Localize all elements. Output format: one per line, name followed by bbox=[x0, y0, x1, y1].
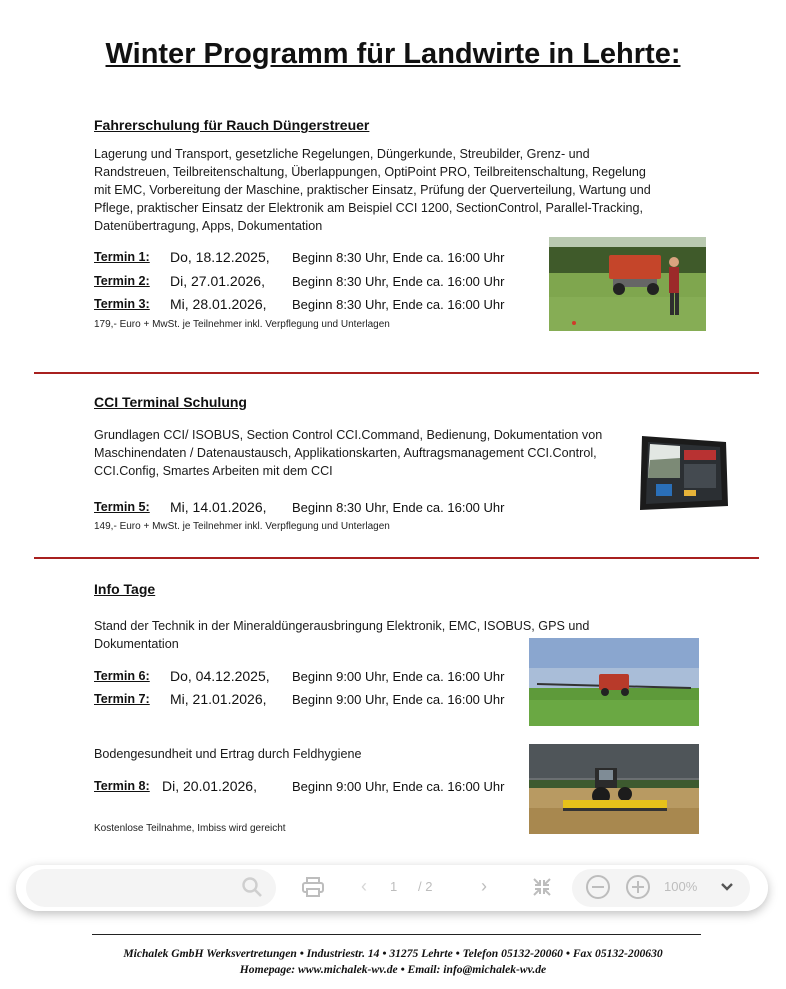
description-line: Randstreuen, Teilbreitenschaltung, Überlappungen, OptiPoint PRO, Teilbreitenschaltung, Regelung bbox=[94, 165, 646, 179]
fit-page-icon[interactable] bbox=[530, 876, 554, 900]
zoom-out-icon[interactable] bbox=[584, 874, 612, 902]
termin-time: Beginn 8:30 Uhr, Ende ca. 16:00 Uhr bbox=[292, 500, 505, 515]
description-line: Pflege, praktischer Einsatz der Elektronik am Beispiel CCI 1200, SectionControl, Parallel-Tracking, bbox=[94, 201, 644, 215]
print-icon[interactable] bbox=[299, 876, 327, 900]
section-description-info-tage bbox=[94, 617, 589, 653]
sprayer-field-photo bbox=[529, 638, 699, 726]
termin-date: Do, 18.12.2025, bbox=[170, 249, 270, 265]
termin-time: Beginn 8:30 Uhr, Ende ca. 16:00 Uhr bbox=[292, 274, 505, 289]
section-divider bbox=[34, 372, 759, 374]
chevron-down-icon[interactable] bbox=[716, 878, 738, 898]
section-description-cci-terminal bbox=[94, 426, 602, 480]
termin-time: Beginn 9:00 Uhr, Ende ca. 16:00 Uhr bbox=[292, 779, 505, 794]
section-divider bbox=[34, 557, 759, 559]
termin-date: Mi, 14.01.2026, bbox=[170, 499, 267, 515]
termin-label: Termin 7: bbox=[94, 692, 150, 706]
description-line: Lagerung und Transport, gesetzliche Regelungen, Düngerkunde, Streubilder, Grenz- und bbox=[94, 147, 590, 161]
search-icon[interactable] bbox=[238, 875, 266, 901]
sub-topic: Bodengesundheit und Ertrag durch Feldhygiene bbox=[94, 747, 362, 761]
description-line: Maschinendaten / Datenaustausch, Applikationskarten, Auftragsmanagement CCI.Control, bbox=[94, 446, 597, 460]
description-line: Datenübertragung, Apps, Dokumentation bbox=[94, 219, 323, 233]
price-note: 179,- Euro + MwSt. je Teilnehmer inkl. Verpflegung und Unterlagen bbox=[94, 319, 390, 330]
free-participation-note: Kostenlose Teilnahme, Imbiss wird gereicht bbox=[94, 823, 286, 834]
cci-terminal-photo bbox=[636, 430, 732, 514]
page-title: Winter Programm für Landwirte in Lehrte: bbox=[105, 38, 681, 70]
termin-time: Beginn 8:30 Uhr, Ende ca. 16:00 Uhr bbox=[292, 297, 505, 312]
termin-date: Mi, 21.01.2026, bbox=[170, 691, 267, 707]
termin-time: Beginn 8:30 Uhr, Ende ca. 16:00 Uhr bbox=[292, 250, 505, 265]
total-pages: / 2 bbox=[418, 879, 433, 894]
footer-address: Michalek GmbH Werksvertretungen • Industriestr. 14 • 31275 Lehrte • Telefon 05132-20060 • Fax 05132-200630 bbox=[123, 947, 663, 960]
description-line: Stand der Technik in der Mineraldüngerausbringung Elektronik, EMC, ISOBUS, GPS und bbox=[94, 619, 590, 633]
section-heading-info-tage: Info Tage bbox=[94, 581, 156, 597]
next-page-icon[interactable]: › bbox=[481, 876, 487, 896]
termin-date: Mi, 28.01.2026, bbox=[170, 296, 267, 312]
spreader-field-photo bbox=[549, 237, 706, 331]
termin-label: Termin 3: bbox=[94, 297, 150, 311]
termin-label: Termin 1: bbox=[94, 250, 150, 264]
zoom-level[interactable]: 100% bbox=[664, 879, 698, 894]
description-line: Dokumentation bbox=[94, 637, 179, 651]
section-heading-cci-terminal: CCI Terminal Schulung bbox=[94, 394, 247, 410]
previous-page-icon[interactable]: ‹ bbox=[361, 876, 367, 896]
footer-contact: Homepage: www.michalek-wv.de • Email: info@michalek-wv.de bbox=[239, 963, 547, 976]
description-line: CCI.Config, Smartes Arbeiten mit dem CCI bbox=[94, 464, 333, 478]
termin-date: Di, 27.01.2026, bbox=[170, 273, 265, 289]
termin-label: Termin 6: bbox=[94, 669, 150, 683]
footer-divider bbox=[92, 934, 701, 935]
zoom-in-icon[interactable] bbox=[624, 874, 652, 902]
termin-time: Beginn 9:00 Uhr, Ende ca. 16:00 Uhr bbox=[292, 692, 505, 707]
termin-date: Do, 04.12.2025, bbox=[170, 668, 270, 684]
description-line: Grundlagen CCI/ ISOBUS, Section Control CCI.Command, Bedienung, Dokumentation von bbox=[94, 428, 603, 442]
termin-time: Beginn 9:00 Uhr, Ende ca. 16:00 Uhr bbox=[292, 669, 505, 684]
termin-label: Termin 8: bbox=[94, 779, 150, 793]
section-description-fahrerschulung bbox=[94, 145, 651, 235]
termin-date: Di, 20.01.2026, bbox=[162, 778, 257, 794]
tractor-stubble-photo bbox=[529, 744, 699, 834]
current-page-number[interactable]: 1 bbox=[390, 879, 398, 894]
section-heading-fahrerschulung: Fahrerschulung für Rauch Düngerstreuer bbox=[94, 117, 370, 133]
termin-label: Termin 5: bbox=[94, 500, 150, 514]
price-note: 149,- Euro + MwSt. je Teilnehmer inkl. Verpflegung und Unterlagen bbox=[94, 521, 390, 532]
description-line: mit EMC, Vorbereitung der Maschine, praktischer Einsatz, Prüfung der Querverteilung, Wartung und bbox=[94, 183, 651, 197]
termin-label: Termin 2: bbox=[94, 274, 150, 288]
